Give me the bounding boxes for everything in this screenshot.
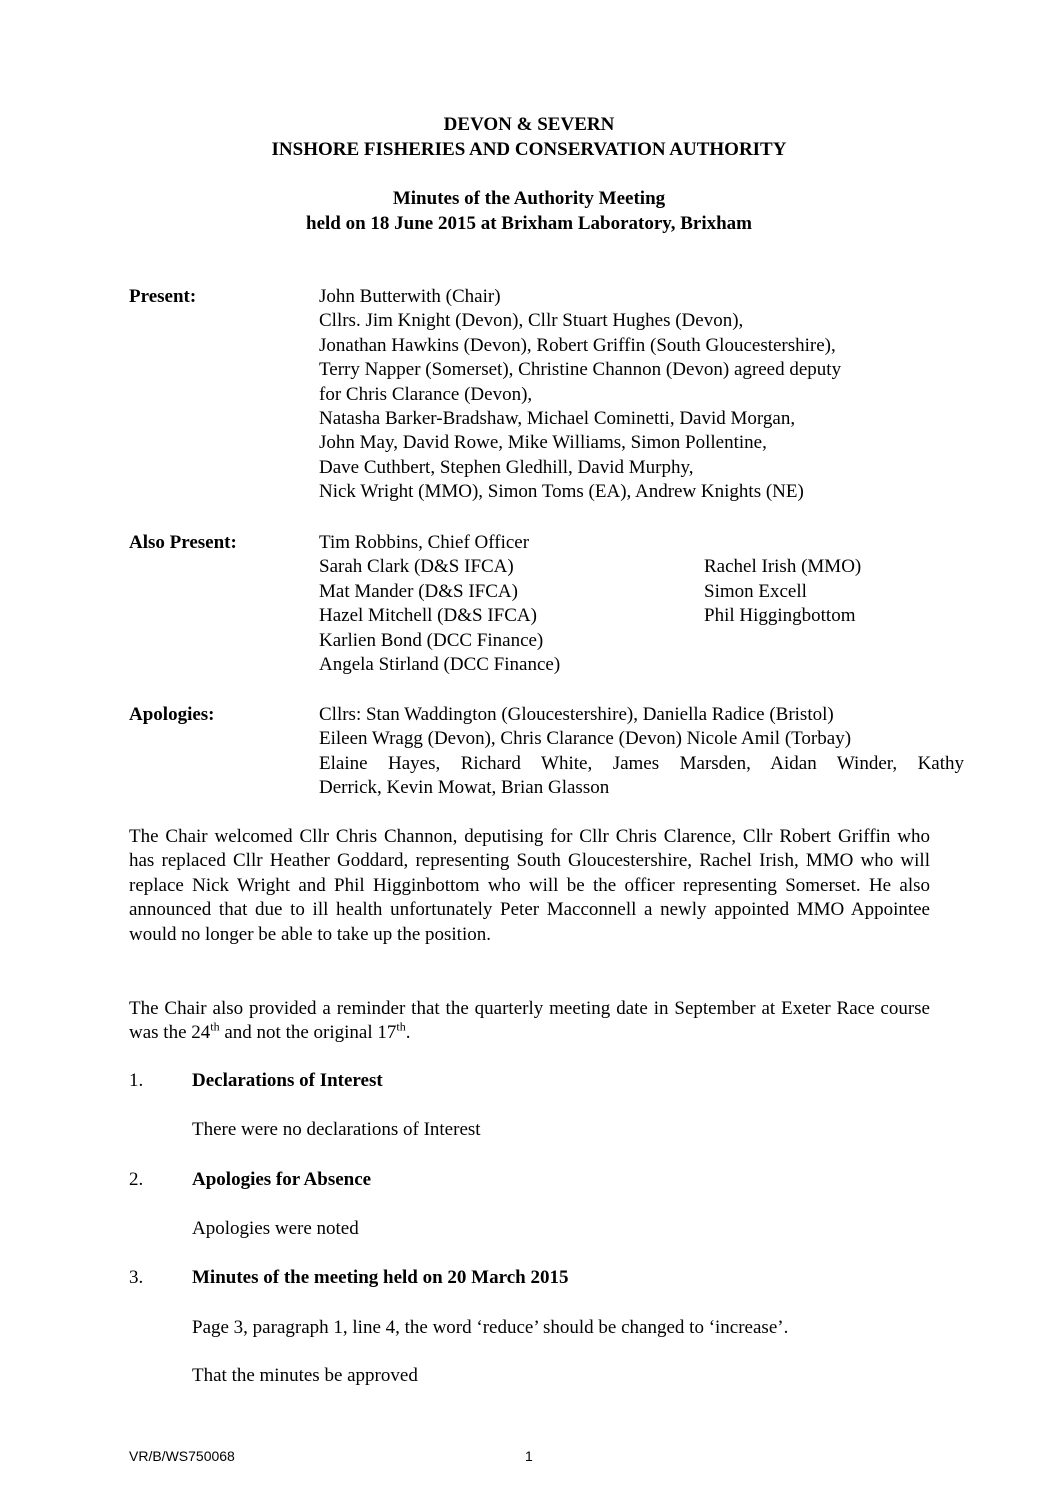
present-line: John Butterwith (Chair) xyxy=(319,286,501,307)
also-present-row xyxy=(319,653,964,677)
item-text: Page 3, paragraph 1, line 4, the word ‘reduce’ should be changed to ‘increase’. xyxy=(192,1317,789,1338)
present-line: Terry Napper (Somerset), Christine Channon (Devon) agreed deputy xyxy=(319,359,842,381)
attendee: Tim Robbins, Chief Officer xyxy=(319,532,530,553)
item-text: There were no declarations of Interest xyxy=(192,1119,481,1140)
item-heading: Apologies for Absence xyxy=(192,1169,372,1190)
item-heading: Minutes of the meeting held on 20 March 2015 xyxy=(192,1267,569,1288)
item-text: Apologies were noted xyxy=(192,1218,359,1239)
apologies-line: Eileen Wragg (Devon), Chris Clarance (Devon) Nicole Amil (Torbay) xyxy=(319,728,852,750)
document-reference: VR/B/WS750068 xyxy=(129,1448,235,1464)
present-line: Jonathan Hawkins (Devon), Robert Griffin (South Gloucestershire), xyxy=(319,334,836,356)
also-present-row xyxy=(319,629,964,653)
present-list xyxy=(319,285,964,505)
org-name-line1: DEVON & SEVERN xyxy=(443,114,615,135)
reminder-paragraph xyxy=(129,997,930,1046)
apologies-line: Elaine Hayes, Richard White, James Marsden, Aidan Winder, Kathy xyxy=(319,752,964,774)
org-name-line2: INSHORE FISHERIES AND CONSERVATION AUTHORITY xyxy=(271,139,787,160)
present-line: Natasha Barker-Bradshaw, Michael Cominetti, David Morgan, xyxy=(319,408,796,430)
apologies-line: Derrick, Kevin Mowat, Brian Glasson xyxy=(319,777,610,799)
minutes-title: Minutes of the Authority Meeting xyxy=(392,188,666,209)
reminder-text: and not the original 17 xyxy=(219,1022,397,1044)
item-number: 2. xyxy=(129,1169,144,1190)
attendee: Phil Higgingbottom xyxy=(704,605,856,627)
apologies-list xyxy=(319,703,964,801)
present-line: Dave Cuthbert, Stephen Gledhill, David Murphy, xyxy=(319,456,694,478)
present-line: John May, David Rowe, Mike Williams, Simon Pollentine, xyxy=(319,432,767,454)
item-number: 1. xyxy=(129,1070,144,1091)
page-number: 1 xyxy=(525,1448,533,1464)
also-present-list xyxy=(319,531,964,677)
reminder-text: . xyxy=(405,1022,411,1044)
welcome-paragraph: The Chair welcomed Cllr Chris Channon, deputising for Cllr Chris Clarence, Cllr Robert Griffin who has replaced Cllr Heather Goddard, representing South Gloucestershire, Rachel Irish, MMO who will replace Nick Wright and Phil Higginbottom who will be the officer representing Somerset. He also announced that due to ill health unfortunately Peter Macconnell a newly appointed MMO Appointee would no longer be able to take up the position. xyxy=(129,826,930,945)
attendee: Mat Mander (D&S IFCA) xyxy=(319,580,518,602)
item-heading: Declarations of Interest xyxy=(192,1070,383,1091)
attendee: Simon Excell xyxy=(704,580,807,602)
present-line: Cllrs. Jim Knight (Devon), Cllr Stuart Hughes (Devon), xyxy=(319,310,744,332)
apologies-line: Cllrs: Stan Waddington (Gloucestershire), Daniella Radice (Bristol) xyxy=(319,704,834,725)
present-line: Nick Wright (MMO), Simon Toms (EA), Andrew Knights (NE) xyxy=(319,481,804,503)
also-present-row xyxy=(319,580,964,604)
attendee: Hazel Mitchell (D&S IFCA) xyxy=(319,605,537,627)
reminder-text: The Chair also provided a reminder that the quarterly meeting date in September at Exeter Race course was the 24 xyxy=(129,998,930,1044)
present-line: for Chris Clarance (Devon), xyxy=(319,383,533,405)
attendee: Rachel Irish (MMO) xyxy=(704,556,862,578)
item-text: That the minutes be approved xyxy=(192,1365,418,1386)
attendee: Angela Stirland (DCC Finance) xyxy=(319,654,561,676)
attendee: Karlien Bond (DCC Finance) xyxy=(319,629,544,651)
meeting-details: held on 18 June 2015 at Brixham Laboratory, Brixham xyxy=(306,213,752,234)
present-label: Present: xyxy=(129,286,197,307)
also-present-row xyxy=(319,604,964,628)
ordinal-suffix: th xyxy=(210,1020,220,1035)
also-present-row xyxy=(319,555,964,579)
also-present-row xyxy=(319,531,964,555)
item-number: 3. xyxy=(129,1267,144,1288)
ordinal-suffix: th xyxy=(396,1020,406,1035)
also-present-label: Also Present: xyxy=(129,532,237,553)
attendee: Sarah Clark (D&S IFCA) xyxy=(319,556,514,578)
apologies-label: Apologies: xyxy=(129,704,215,725)
